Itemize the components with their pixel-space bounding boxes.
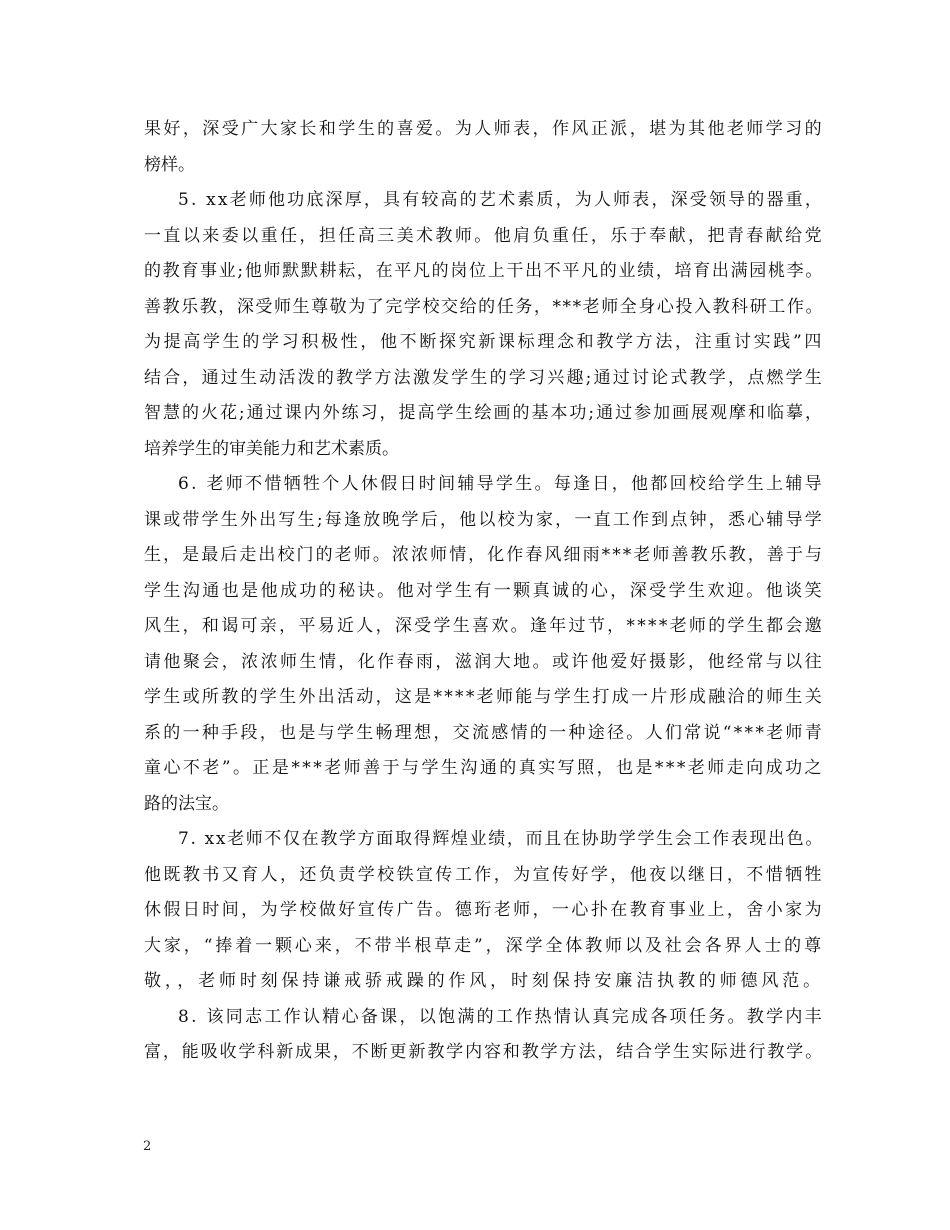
paragraph-first-line: 7. xx老师不仅在教学方面取得辉煌业绩，而且在协助学学生会工作表现出色。 — [178, 829, 824, 849]
paragraph-first-line: 8. 该同志工作认精心备课，以饱满的工作热情认真完成各项任务。教学内丰 — [178, 1006, 824, 1027]
text-line: 请他聚会，浓浓师生情，化作春雨，滋润大地。或许他爱好摄影，他经常与以往 — [144, 651, 824, 672]
text-line: 他既教书又育人，还负责学校铁宣传工作，为宣传好学，他夜以继日，不惜牺牲 — [144, 864, 824, 885]
text-line: 结合，通过生动活泼的教学方法激发学生的学习兴趣;通过讨论式教学，点燃学生 — [144, 367, 824, 388]
text-line: 课或带学生外出写生;每逢放晚学后，他以校为家，一直工作到点钟，悉心辅导学 — [144, 509, 824, 530]
text-line: 培养学生的审美能力和艺术素质。 — [144, 438, 399, 459]
paragraph-first-line: 6. 老师不惜牺牲个人休假日时间辅导学生。每逢日，他都回校给学生上辅导 — [178, 474, 824, 494]
text-line: 风生，和谒可亲，平易近人，深受学生喜欢。逢年过节，****老师的学生都会邀 — [144, 616, 824, 636]
text-line: 童心不老”。正是***老师善于与学生沟通的真实写照，也是***老师走向成功之 — [144, 758, 824, 778]
text-line: 生，是最后走出校门的老师。浓浓师情，化作春风细雨***老师善教乐教，善于与 — [144, 545, 824, 565]
text-line: 大家，“捧着一颗心来，不带半根草走”，深学全体教师以及社会各界人士的尊 — [144, 935, 824, 956]
text-line: 智慧的火花;通过课内外练习，提高学生绘画的基本功;通过参加画展观摩和临摹， — [144, 403, 824, 423]
body-text — [144, 112, 824, 1071]
text-line: 果好，深受广大家长和学生的喜爱。为人师表，作风正派，堪为其他老师学习的 — [144, 119, 824, 139]
text-line: 榜样。 — [144, 154, 195, 175]
page-number: 2 — [143, 1139, 152, 1154]
text-line: 系的一种手段，也是与学生畅理想，交流感情的一种途径。人们常说“***老师青 — [144, 722, 824, 743]
text-line: 学生沟通也是他成功的秘诀。他对学生有一颗真诚的心，深受学生欢迎。他谈笑 — [144, 580, 824, 601]
text-line: 路的法宝。 — [144, 793, 229, 814]
text-line: 敬，，老师时刻保持谦戒骄戒躁的作风，时刻保持安廉洁执教的师德风范。 — [144, 971, 824, 991]
paragraph-first-line: 5. xx老师他功底深厚，具有较高的艺术素质，为人师表，深受领导的器重， — [178, 190, 824, 210]
text-line: 学生或所教的学生外出活动，这是****老师能与学生打成一片形成融洽的师生关 — [144, 687, 824, 707]
text-line: 富，能吸收学科新成果，不断更新教学内容和教学方法，结合学生实际进行教学。 — [144, 1042, 824, 1062]
text-line: 的教育事业;他师默默耕耘，在平凡的岗位上干出不平凡的业绩，培育出满园桃李。 — [144, 261, 824, 281]
text-line: 休假日时间，为学校做好宣传广告。德珩老师，一心扑在教育事业上，舍小家为 — [144, 900, 824, 920]
text-line: 为提高学生的学习积极性，他不断探究新课标理念和教学方法，注重讨实践”四 — [144, 332, 824, 352]
text-line: 善教乐教，深受师生尊敬为了完学校交给的任务，***老师全身心投入教科研工作。 — [144, 296, 824, 317]
text-line: 一直以来委以重任，担任高三美术教师。他肩负重任，乐于奉献，把青春献给党 — [144, 225, 824, 246]
